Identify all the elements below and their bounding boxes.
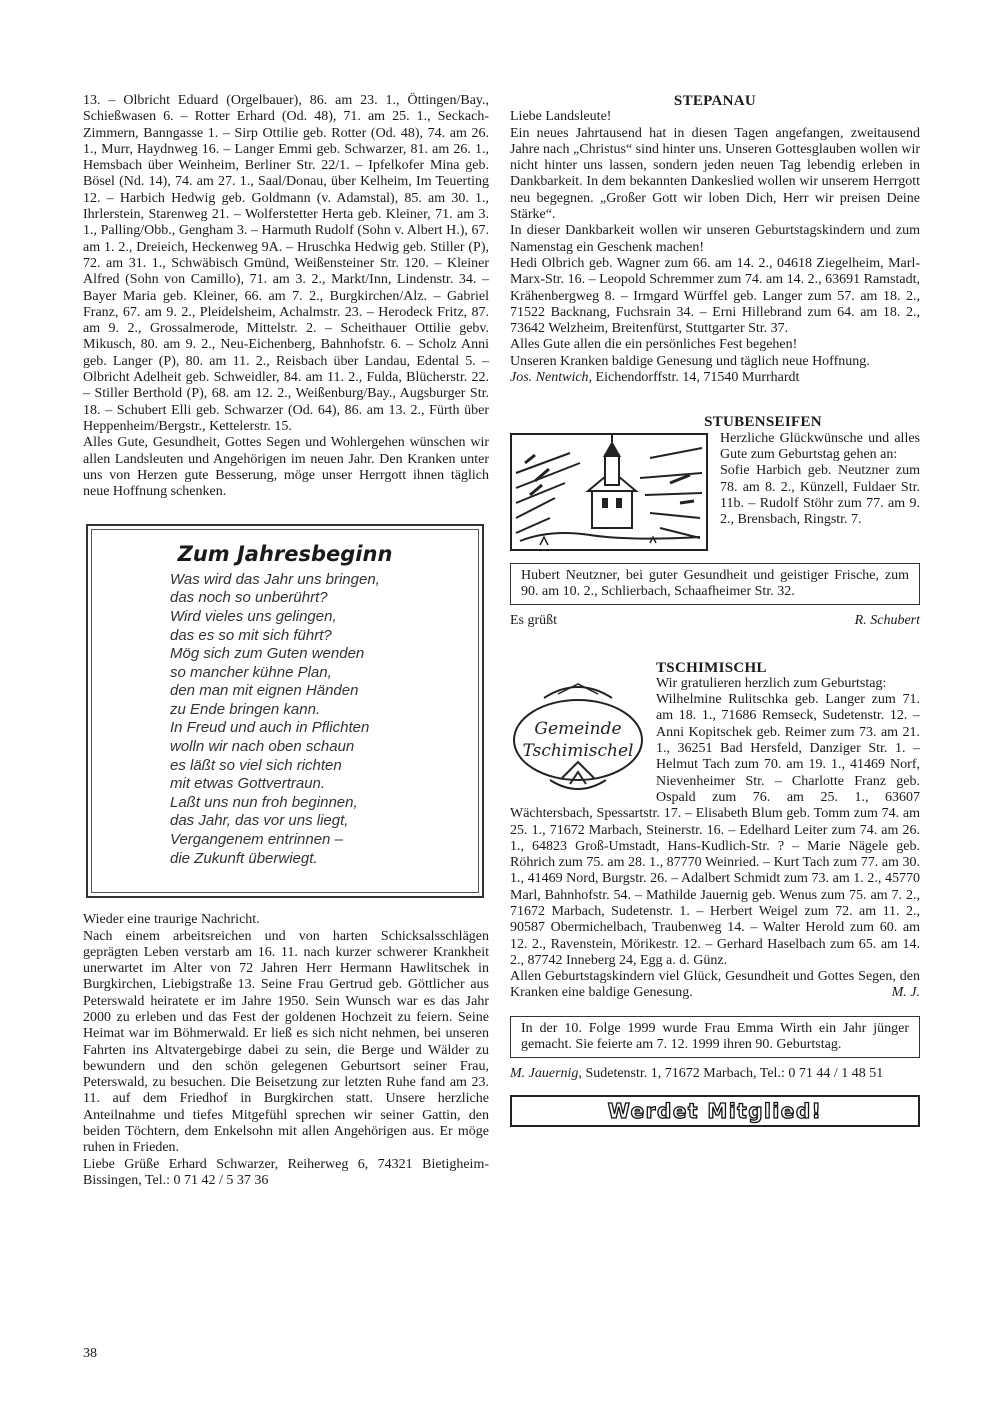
poem-line: die Zukunft überwiegt. <box>170 849 318 867</box>
tschimischl-heading: TSCHIMISCHL <box>656 659 767 676</box>
stepanau-sign-address: Eichendorffstr. 14, 71540 Murrhardt <box>595 370 800 386</box>
poem-line: es läßt so viel sich richten <box>170 756 342 774</box>
membership-banner-text: Werdet Mitglied! <box>607 1098 823 1123</box>
page-number: 38 <box>83 1346 97 1361</box>
birthday-list: 13. – Olbricht Eduard (Orgelbauer), 86. am 23. 1., Öttingen/Bay., Schießwasen 6. – Rotter Erhard (Od. 48), 71. am 25. 1., Seckach-Zimmern, Banngasse 1. – Sirp Ottilie geb. Rotter (Od. 48), 74. am 26. 1., Murr, Haydnweg 16. – Langer Emmi geb. Schwarzer, 81. am 26. 1., Hemsbach über Weinheim, Berliner Str. 22/1. – Ipfelkofer Mina geb. Bösel (Nd. 14), 74. am 27. 1., Saal/Donau, über Kelheim, Im Teuerting 12. – Harbich Hedwig geb. Goldmann (v. Adamstal), 85. am 30. 1., Ihrlerstein, Starenweg 21. – Wolferstetter Herta geb. Kleiner, 71. am 3. 1., Palling/Obb., Gengham 3. – Harmuth Rudolf (Sohn v. Albert H.), 67. am 1. 2., Dreieich, Heckenweg 9A. – Hruschka Hedwig geb. Stiller (P), 72. am 31. 1., Schwäbisch Gmünd, Weißensteiner Str. 120. – Kleiner Alfred (Sohn von Camillo), 71. am 3. 2., Markt/Inn, Lindenstr. 34. – Bayer Maria geb. Kleiner, 66. am 7. 2., Burgkirchen/Alz. – Gabriel Franz, 67. am 9. 2., Pleidelsheim, Achalmstr. 23. – Herodeck Fritz, 87. am 9. 2., Grossalmerode, Mittelstr. 2. – Scheithauer Ottilie gebv. Mikusch, 80. am 9. 2., Neu-Eichenberg, Bahnhofstr. 6. – Scholz Anni geb. Langer (P), 80. am 11. 2., Reisbach über Landau, Edental 5. – Olbricht Adelheit geb. Schweidler, 84. am 11. 2., Fulda, Blücherstr. 22. – Stiller Berthold (P), 68. am 12. 2., Weißenburg/Bay., Augsburger Str. 18. – Schubert Elli geb. Schwarzer (Od. 64), 86. am 13. 2., Fürth über Heppenheim/Bergstr., Kettelerstr. 15. <box>83 93 489 434</box>
tschimischl-sign-name: M. Jauernig, <box>510 1066 582 1082</box>
poem-line: das noch so unberührt? <box>170 589 328 607</box>
sign-name: R. Schubert <box>854 613 920 629</box>
poem-line: Mög sich zum Guten wenden <box>170 645 365 663</box>
sign-greeting: Es grüßt <box>510 613 558 629</box>
community-emblem-icon <box>510 680 646 796</box>
poem-line: Laßt uns nun froh beginnen, <box>170 793 358 811</box>
anniversary-box <box>510 563 920 606</box>
tschimischl-sign-address: Sudetenstr. 1, 71672 Marbach, Tel.: 0 71 44 / 1 48 51 <box>585 1066 884 1082</box>
emblem-text-2: Tschimischel <box>522 740 634 761</box>
tschimischl-wishes-row <box>510 969 920 1002</box>
stubenseifen-intro: Herzliche Glückwünsche und alles Gute zum Geburtstag gehen an: <box>720 430 920 462</box>
poem-line: den man mit eignen Händen <box>170 682 359 700</box>
stubenseifen-heading: STUBENSEIFEN <box>704 414 822 431</box>
tschimischl-wishes: Allen Geburtstagskindern viel Glück, Gesundheit und Gottes Segen, den Kranken eine baldige Genesung. <box>510 969 920 1001</box>
emblem-text-1: Gemeinde <box>534 718 622 739</box>
poem-line: wolln wir nach oben schaun <box>170 738 355 756</box>
right-column <box>510 93 920 1127</box>
poem-line: mit etwas Gottvertraun. <box>170 775 326 793</box>
new-year-wishes: Alles Gute, Gesundheit, Gottes Segen und Wohlergehen wünschen wir allen Landsleuten und Angehörigen im neuen Jahr. Den Kranken unter uns von Herzen gute Besserung, möge unser Herrgott ihnen täglich neue Hoffnung schenken. <box>83 435 489 500</box>
poem-line: so mancher kühne Plan, <box>170 663 332 681</box>
correction-box <box>510 1016 920 1059</box>
stepanau-birthdays: Hedi Olbrich geb. Wagner zum 66. am 14. 2., 04618 Ziegelheim, Marl-Marx-Str. 16. – Leopold Schremmer zum 74. am 14. 2., 63691 Ramstadt, Krähenbergweg 8. – Irmgard Würffel geb. Langer zum 57. am 18. 2., 71522 Backnang, Fuchsrain 34. – Erni Hillebrand zum 64. am 18. 2., 73642 Welzheim, Breitenfürst, Stuttgarter Str. 37. <box>510 255 920 337</box>
poem-title: Zum Jahresbeginn <box>177 542 393 567</box>
tschimischl-section <box>510 676 920 1002</box>
obituary-intro: Wieder eine traurige Nachricht. <box>83 912 260 928</box>
poem-line: zu Ende bringen kann. <box>170 700 321 718</box>
poem-line: das es so mit sich führt? <box>170 626 332 644</box>
stepanau-intro-2: In dieser Dankbarkeit wollen wir unseren Geburtstagskindern und zum Namenstag ein Geschenk machen! <box>510 223 920 255</box>
poem-line: das Jahr, das vor uns liegt, <box>170 812 349 830</box>
stepanau-wish-2: Unseren Kranken baldige Genesung und täglich neue Hoffnung. <box>510 353 870 369</box>
stepanau-greeting: Liebe Landsleute! <box>510 109 612 125</box>
tschimischl-signature <box>510 1066 920 1082</box>
stubenseifen-signature <box>510 613 920 629</box>
correction-text: In der 10. Folge 1999 wurde Frau Emma Wirth ein Jahr jünger gemacht. Sie feierte am 7. 12. 1999 ihren 90. Geburtstag. <box>521 1020 909 1053</box>
stepanau-heading: STEPANAU <box>673 93 757 109</box>
poem-line: Was wird das Jahr uns bringen, <box>170 570 380 588</box>
church-illustration-icon <box>510 433 708 551</box>
stepanau-sign-name: Jos. Nentwich, <box>510 370 593 386</box>
stepanau-signature <box>510 370 920 386</box>
membership-banner <box>510 1095 920 1127</box>
tschimischl-initials: M. J. <box>891 985 920 1001</box>
poem-box <box>86 524 484 898</box>
poem-line: In Freud und auch in Pflichten <box>170 719 370 737</box>
stubenseifen-birthdays: Sofie Harbich geb. Neutzner zum 78. am 8. 2., Künzell, Fuldaer Str. 11b. – Rudolf Stöhr zum 77. am 9. 2., Brensbach, Ringstr. 7. <box>720 463 920 528</box>
stepanau-wish-1: Alles Gute allen die ein persönliches Fest begehen! <box>510 337 798 353</box>
poem-line: Vergangenem entrinnen – <box>170 831 343 849</box>
poem-line: Wird vieles uns gelingen, <box>170 607 337 625</box>
left-column <box>83 93 489 1189</box>
obituary <box>83 912 489 1189</box>
obituary-signature: Liebe Grüße Erhard Schwarzer, Reiherweg 6, 74321 Bietigheim-Bissingen, Tel.: 0 71 42 / 5 37 36 <box>83 1156 489 1188</box>
stubenseifen-section <box>510 431 920 555</box>
obituary-text: Nach einem arbeitsreichen und von harten Schicksalsschlägen geprägten Leben verstarb am 16. 11. nach kurzer schwerer Krankheit unerwartet im Alter von 72 Jahren Herr Hermann Hawlitschek in Burgkirchen, Liebigstraße 13. Seine Frau Gertrud geb. Göttlicher aus Peterswald heiratete er im Jahre 1950. Sein Wunsch war es das Jahr 2000 zu erleben und das Fest der goldenen Hochzeit zu feiern. Seine Heimat war im Böhmerwald. Er ließ es sich nicht nehmen, bei unseren Fahrten ins Altvatergebirge dabei zu sein, die Berge und Wälder zu bewundern und den schön gelegenen Geburtsort seiner Frau, Peterswald, zu besuchen. Die Beisetzung zur letzten Ruhe fand am 23. 11. auf dem Friedhof in Burgkirchen statt. Unsere herzliche Anteilnahme und tiefes Mitgefühl sprechen wir seiner Gattin, den beiden Töchtern, dem Enkelsohn mit allen Angehörigen aus. Er möge ruhen in Frieden. <box>83 928 489 1156</box>
poem-lines <box>98 571 472 869</box>
tschimischl-intro: Wir gratulieren herzlich zum Geburtstag: <box>656 675 887 691</box>
tschimischl-birthdays: Wilhelmine Rulitschka geb. Langer zum 71. am 18. 1., 71686 Remseck, Sudetenstr. 12. – Anni Kopitschek geb. Reimer zum 73. am 21. 1., 36251 Bad Hersfeld, Danziger Str. 1. – Helmut Tach zum 70. am 19. 1., 41469 Norf, Nievenheimer Str. – Charlotte Franz geb. Ospald zum 76. am 25. 1., 63607 Wächtersbach, Spessartstr. 17. – Elisabeth Blum geb. Tomm zum 74. am 25. 1., 71672 Marbach, Steinerstr. 16. – Edelhard Leiter zum 74. am 26. 1., 64823 Groß-Umstadt, Hans-Kudlich-Str. ? – Marie Nägele geb. Röhrich zum 75. am 28. 1., 87770 Weinried. – Kurt Tach zum 77. am 30. 1., 41469 Nord, Burgstr. 26. – Adalbert Schmidt zum 73. am 1. 2., 45770 Marl, Bahnhofstr. 54. – Mathilde Jauernig geb. Wenus zum 75. am 7. 2., 71672 Marbach, Sudetenstr. 1. – Herbert Weigel zum 72. am 11. 2., 90587 Obermichelbach, Traubenweg 14. – Walter Herold zum 60. am 12. 2., Ravenstein, Mörikestr. 12. – Gerhard Haselbach zum 65. am 14. 2., 87742 Inneberg 24, Egg a. d. Günz. <box>510 692 920 968</box>
anniversary-text: Hubert Neutzner, bei guter Gesundheit und geistiger Frische, zum 90. am 10. 2., Schlierbach, Schaafheimer Str. 32. <box>521 567 909 599</box>
stepanau-intro: Ein neues Jahrtausend hat in diesen Tagen angefangen, zweitausend Jahre nach „Christus“ sind hinter uns. Unseren Gottesglauben wollen wir nicht hinter uns lassen, sondern jeden neuen Tag lebendig erleben in Dankbarkeit. In dem bekannten Dankeslied wollen wir unserem Herrgott neu begegnen. „Großer Gott wir loben Dich, Herr wir preisen Deine Stärke“. <box>510 125 920 223</box>
